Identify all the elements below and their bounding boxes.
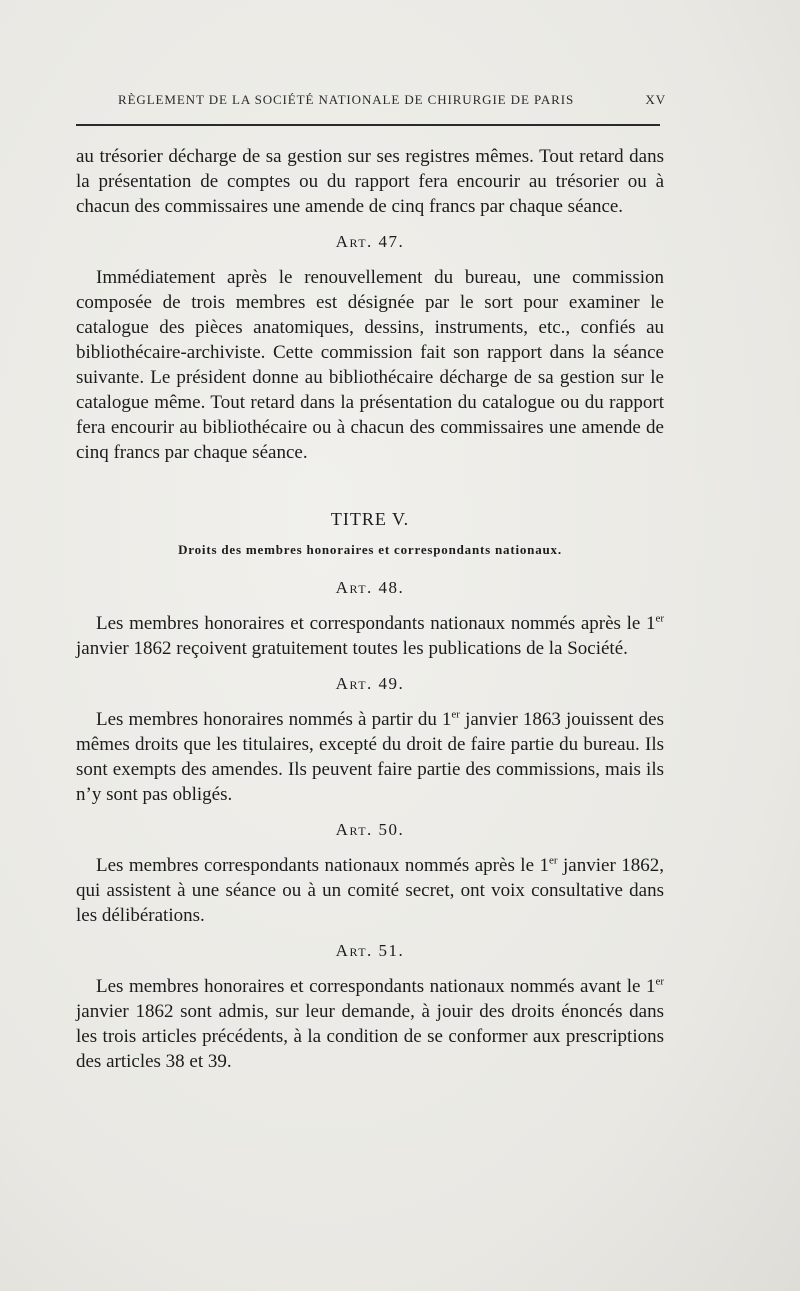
- section-subtitle: Droits des membres honoraires et correspondants nationaux.: [178, 542, 562, 557]
- superscript: er: [655, 975, 664, 988]
- paragraph-text: Les membres honoraires nommés à partir du 1: [96, 709, 452, 730]
- title-heading: TITRE V.: [330, 509, 410, 529]
- paragraph-art-47: Immédiatement après le renouvellement du bureau, une commission composée de trois membres est désignée par le sort pour examiner le catalogue des pièces anatomiques, dessins, instruments, etc., confiés au bibliothécaire-archiviste. Cette commission fait son rapport dans la séance suivante. Le président donne au bibliothécaire décharge de sa gestion sur le catalogue même. Tout retard dans la présentation du catalogue ou du rapport fera encourir au bibliothécaire ou à chacun des commissaires une amende de cinq francs par chaque séance.: [76, 267, 664, 463]
- paragraph-continued: au trésorier décharge de sa gestion sur ses registres mêmes. Tout retard dans la présentation de comptes ou du rapport fera encourir au trésorier ou à chacun des commissaires une amende de cinq francs par chaque séance.: [76, 146, 664, 217]
- article-heading-50: Art. 50.: [335, 820, 405, 839]
- paragraph-text: Les membres honoraires et correspondants nationaux nommés avant le 1: [96, 976, 656, 997]
- article-heading-47: Art. 47.: [335, 232, 405, 251]
- paragraph-art-51: [76, 974, 664, 1074]
- page-number: XV: [645, 92, 666, 107]
- article-heading-49: Art. 49.: [335, 674, 405, 693]
- paragraph-art-48: [76, 611, 664, 661]
- page-body: [76, 144, 664, 1074]
- paragraph-text: Les membres honoraires et correspondants nationaux nommés après le 1: [96, 613, 656, 634]
- paragraph-art-49: [76, 707, 664, 807]
- superscript: er: [655, 612, 664, 625]
- paragraph-text: Les membres correspondants nationaux nommés après le 1: [96, 855, 549, 876]
- superscript: er: [451, 708, 460, 721]
- superscript: er: [549, 854, 558, 867]
- paragraph-text: janvier 1862 sont admis, sur leur demande, à jouir des droits énoncés dans les trois articles précédents, à la condition de se conformer aux prescriptions des articles 38 et 39.: [76, 1001, 664, 1072]
- header-rule: [76, 124, 660, 126]
- running-title: RÈGLEMENT DE LA SOCIÉTÉ NATIONALE DE CHIRURGIE DE PARIS: [118, 92, 575, 107]
- article-heading-48: Art. 48.: [335, 578, 405, 597]
- article-heading-51: Art. 51.: [335, 941, 405, 960]
- paragraph-text: janvier 1862 reçoivent gratuitement toutes les publications de la Société.: [76, 638, 628, 659]
- running-head: [118, 92, 666, 108]
- paragraph-art-50: [76, 853, 664, 928]
- paragraph-text: janvier 1863 jouissent des mêmes droits que les titulaires, excepté du droit de faire partie du bureau. Ils sont exempts des amendes. Ils peuvent faire partie des commissions, mais ils n’y sont pas obligés.: [76, 709, 664, 805]
- paragraph-text: janvier 1862, qui assistent à une séance ou à un comité secret, ont voix consultative dans les délibérations.: [76, 855, 664, 926]
